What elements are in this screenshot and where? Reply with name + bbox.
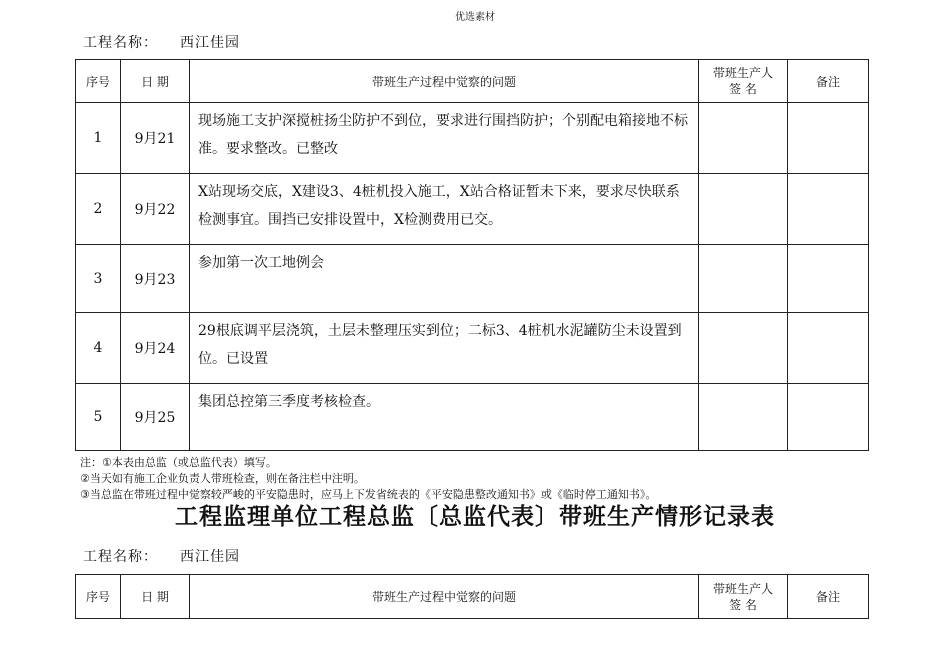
row-issue: 现场施工支护深搅桩扬尘防护不到位，要求进行围挡防护；个别配电箱接地不标准。要求整改。已整改 bbox=[190, 103, 699, 174]
project-name: 西江佳园 bbox=[180, 35, 240, 51]
header-signer-line1: 带班生产人 bbox=[712, 66, 773, 80]
page-header-note: 优选素材 bbox=[455, 12, 495, 23]
header-remark: 备注 bbox=[788, 60, 869, 103]
header-signer-line1: 带班生产人 bbox=[712, 581, 773, 596]
row-date: 9月22 bbox=[121, 174, 190, 245]
row-signature bbox=[699, 103, 788, 174]
project-label: 工程名称： bbox=[83, 35, 158, 51]
row-seq: 3 bbox=[76, 245, 121, 313]
table-row bbox=[76, 103, 869, 174]
row-remark bbox=[788, 313, 869, 384]
row-remark bbox=[788, 245, 869, 313]
header-remark: 备注 bbox=[788, 575, 869, 619]
row-remark bbox=[788, 103, 869, 174]
table-row bbox=[76, 384, 869, 451]
project-name: 西江佳园 bbox=[180, 549, 240, 565]
header-seq: 序号 bbox=[76, 575, 121, 619]
header-date: 日 期 bbox=[121, 60, 190, 103]
table-header-row bbox=[76, 575, 869, 619]
header-signer bbox=[699, 575, 788, 619]
row-seq: 1 bbox=[76, 103, 121, 174]
note-line: ②当天如有施工企业负责人带班检查，则在备注栏中注明。 bbox=[80, 472, 365, 485]
row-issue: 集团总控第三季度考核检查。 bbox=[190, 384, 699, 451]
project-name-line bbox=[83, 32, 240, 52]
header-issue: 带班生产过程中觉察的问题 bbox=[190, 575, 699, 619]
header-issue: 带班生产过程中觉察的问题 bbox=[190, 60, 699, 103]
table-row bbox=[76, 245, 869, 313]
header-seq: 序号 bbox=[76, 60, 121, 103]
row-signature bbox=[699, 384, 788, 451]
row-seq: 4 bbox=[76, 313, 121, 384]
row-issue: 29根底调平层浇筑，土层未整理压实到位；二标3、4桩机水泥罐防尘未设置到位。已设置 bbox=[190, 313, 699, 384]
table-header-row bbox=[76, 60, 869, 103]
row-date: 9月23 bbox=[121, 245, 190, 313]
row-seq: 2 bbox=[76, 174, 121, 245]
row-date: 9月25 bbox=[121, 384, 190, 451]
duty-log-table bbox=[75, 59, 869, 451]
header-signer-line2: 签 名 bbox=[729, 597, 757, 612]
row-date: 9月24 bbox=[121, 313, 190, 384]
header-date: 日 期 bbox=[121, 575, 190, 619]
row-signature bbox=[699, 245, 788, 313]
project-label: 工程名称： bbox=[83, 549, 158, 565]
table-row bbox=[76, 174, 869, 245]
row-seq: 5 bbox=[76, 384, 121, 451]
header-signer bbox=[699, 60, 788, 103]
second-duty-log-table bbox=[75, 574, 869, 619]
second-project-name-line bbox=[83, 546, 240, 566]
note-line: 注：①本表由总监（或总监代表）填写。 bbox=[80, 456, 277, 469]
row-date: 9月21 bbox=[121, 103, 190, 174]
table-notes bbox=[80, 455, 656, 503]
row-signature bbox=[699, 174, 788, 245]
row-remark bbox=[788, 174, 869, 245]
note-line: ③当总监在带班过程中觉察较严峻的平安隐患时，应马上下发省统表的《平安隐患整改通知书》或《临时停工通知书》。 bbox=[80, 488, 657, 501]
table-row bbox=[76, 313, 869, 384]
row-signature bbox=[699, 313, 788, 384]
row-issue: X站现场交底，X建设3、4桩机投入施工，X站合格证暂未下来，要求尽快联系检测事宜。围挡已安排设置中，X检测费用已交。 bbox=[190, 174, 699, 245]
row-remark bbox=[788, 384, 869, 451]
row-issue: 参加第一次工地例会 bbox=[190, 245, 699, 313]
header-signer-line2: 签 名 bbox=[729, 82, 757, 96]
second-form-title: 工程监理单位工程总监〔总监代表〕带班生产情形记录表 bbox=[175, 503, 775, 530]
